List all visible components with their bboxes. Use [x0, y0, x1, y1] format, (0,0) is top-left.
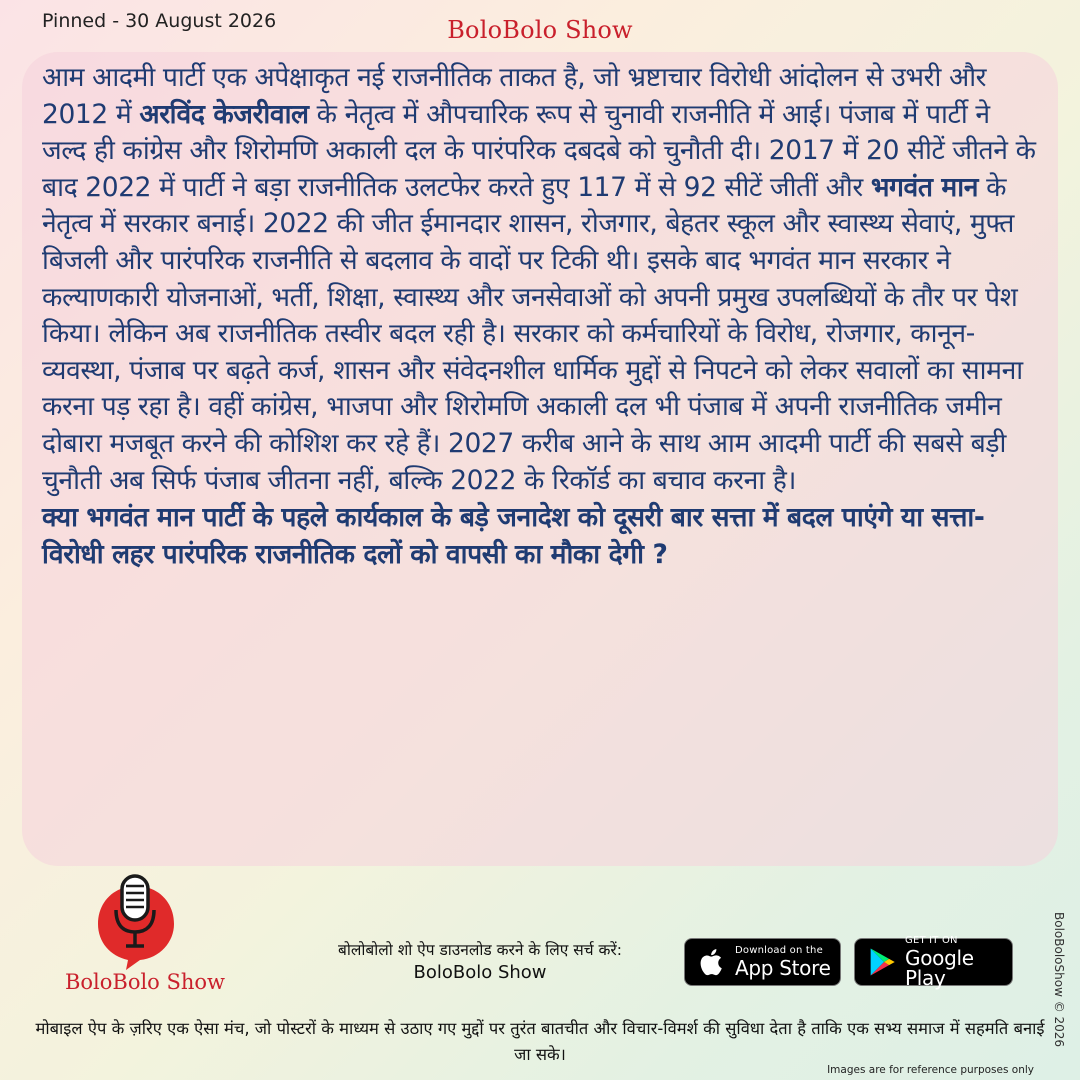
disclaimer: Images are for reference purposes only: [827, 1064, 1034, 1076]
article-question: क्या भगवंत मान पार्टी के पहले कार्यकाल के बड़े जनादेश को दूसरी बार सत्ता में बदल पाएंगे या सत्ता-विरोधी लहर पारंपरिक राजनीतिक दलों को वापसी का मौका देगी ?: [42, 502, 985, 571]
highlight-name-mann: भगवंत मान: [870, 171, 979, 203]
article-text-end: के नेतृत्व में सरकार बनाई। 2022 की जीत ईमानदार शासन, रोजगार, बेहतर स्कूल और स्वास्थ्य सेवाएं, मुफ्त बिजली और पारंपरिक राजनीति से बदलाव के वादों पर टिकी थी। इसके बाद भगवंत मान सरकार ने कल्याणकारी योजनाओं, भर्ती, शिक्षा, स्वास्थ्य और जनसेवाओं को अपनी प्रमुख उपलब्धियों के तौर पर पेश किया। लेकिन अब राजनीतिक तस्वीर बदल रही है। सरकार को कर्मचारियों के विरोध, रोजगार, कानून-व्यवस्था, पंजाब पर बढ़ते कर्ज, शासन और संवेदनशील धार्मिक मुद्दों से निपटने को लेकर सवालों का सामना करना पड़ रहा है। वहीं कांग्रेस, भाजपा और शिरोमणि अकाली दल भी पंजाब में अपनी राजनीतिक जमीन दोबारा मजबूत करने की कोशिश कर रहे हैं। 2027 करीब आने के साथ आम आदमी पार्टी की सबसे बड़ी चुनौती अब सिर्फ पंजाब जीतना नहीं, बल्कि 2022 के रिकॉर्ड का बचाव करना है।: [42, 171, 1023, 496]
article-body: [42, 60, 1040, 499]
article-text-middle: के नेतृत्व में औपचारिक रूप से चुनावी राजनीति में आई। पंजाब में पार्टी ने जल्द ही कांग्रेस और शिरोमणि अकाली दल के पारंपरिक दबदबे को चुनौती दी। 2017 में 20 सीटें जीतने के बाद 2022 में पार्टी ने बड़ा राजनीतिक उलटफेर करते हुए 117 में से 92 सीटें जीतीं और: [42, 98, 1036, 203]
google-play-button[interactable]: [854, 935, 1013, 990]
highlight-name-kejriwal: अरविंद केजरीवाल: [139, 98, 309, 130]
footer-tagline: मोबाइल ऐप के ज़रिए एक ऐसा मंच, जो पोस्टरों के माध्यम से उठाए गए मुद्दों पर तुरंत बातचीत और विचार-विमर्श की सुविधा देता है ताकि एक सभ्य समाज में सहमति बनाई जा सके।: [35, 1019, 1045, 1064]
app-search-instruction: बोलोबोलो शो ऐप डाउनलोड करने के लिए सर्च करें:: [338, 941, 622, 959]
copyright-vertical: BoloBoloShow © 2026: [1052, 912, 1066, 1048]
google-play-label: Google Play: [905, 946, 974, 990]
article-card: [22, 52, 1058, 866]
apple-icon: [695, 945, 729, 979]
app-store-small-label: Download on the: [735, 945, 823, 956]
app-store-label: App Store: [735, 956, 831, 980]
google-play-icon: [865, 945, 899, 979]
microphone-speech-bubble-icon: [86, 872, 186, 972]
app-search-name: BoloBolo Show: [413, 962, 547, 983]
brand-title: BoloBolo Show: [447, 16, 633, 44]
logo-brand-name: BoloBolo Show: [64, 970, 226, 994]
google-play-small-label: GET IT ON: [905, 935, 958, 946]
article-text-start: आम आदमी पार्टी एक अपेक्षाकृत नई राजनीतिक ताकत है, जो भ्रष्टाचार विरोधी आंदोलन से उभरी और 2012 में: [42, 62, 987, 130]
pinned-date: Pinned - 30 August 2026: [42, 10, 277, 32]
app-store-button[interactable]: [684, 938, 841, 986]
